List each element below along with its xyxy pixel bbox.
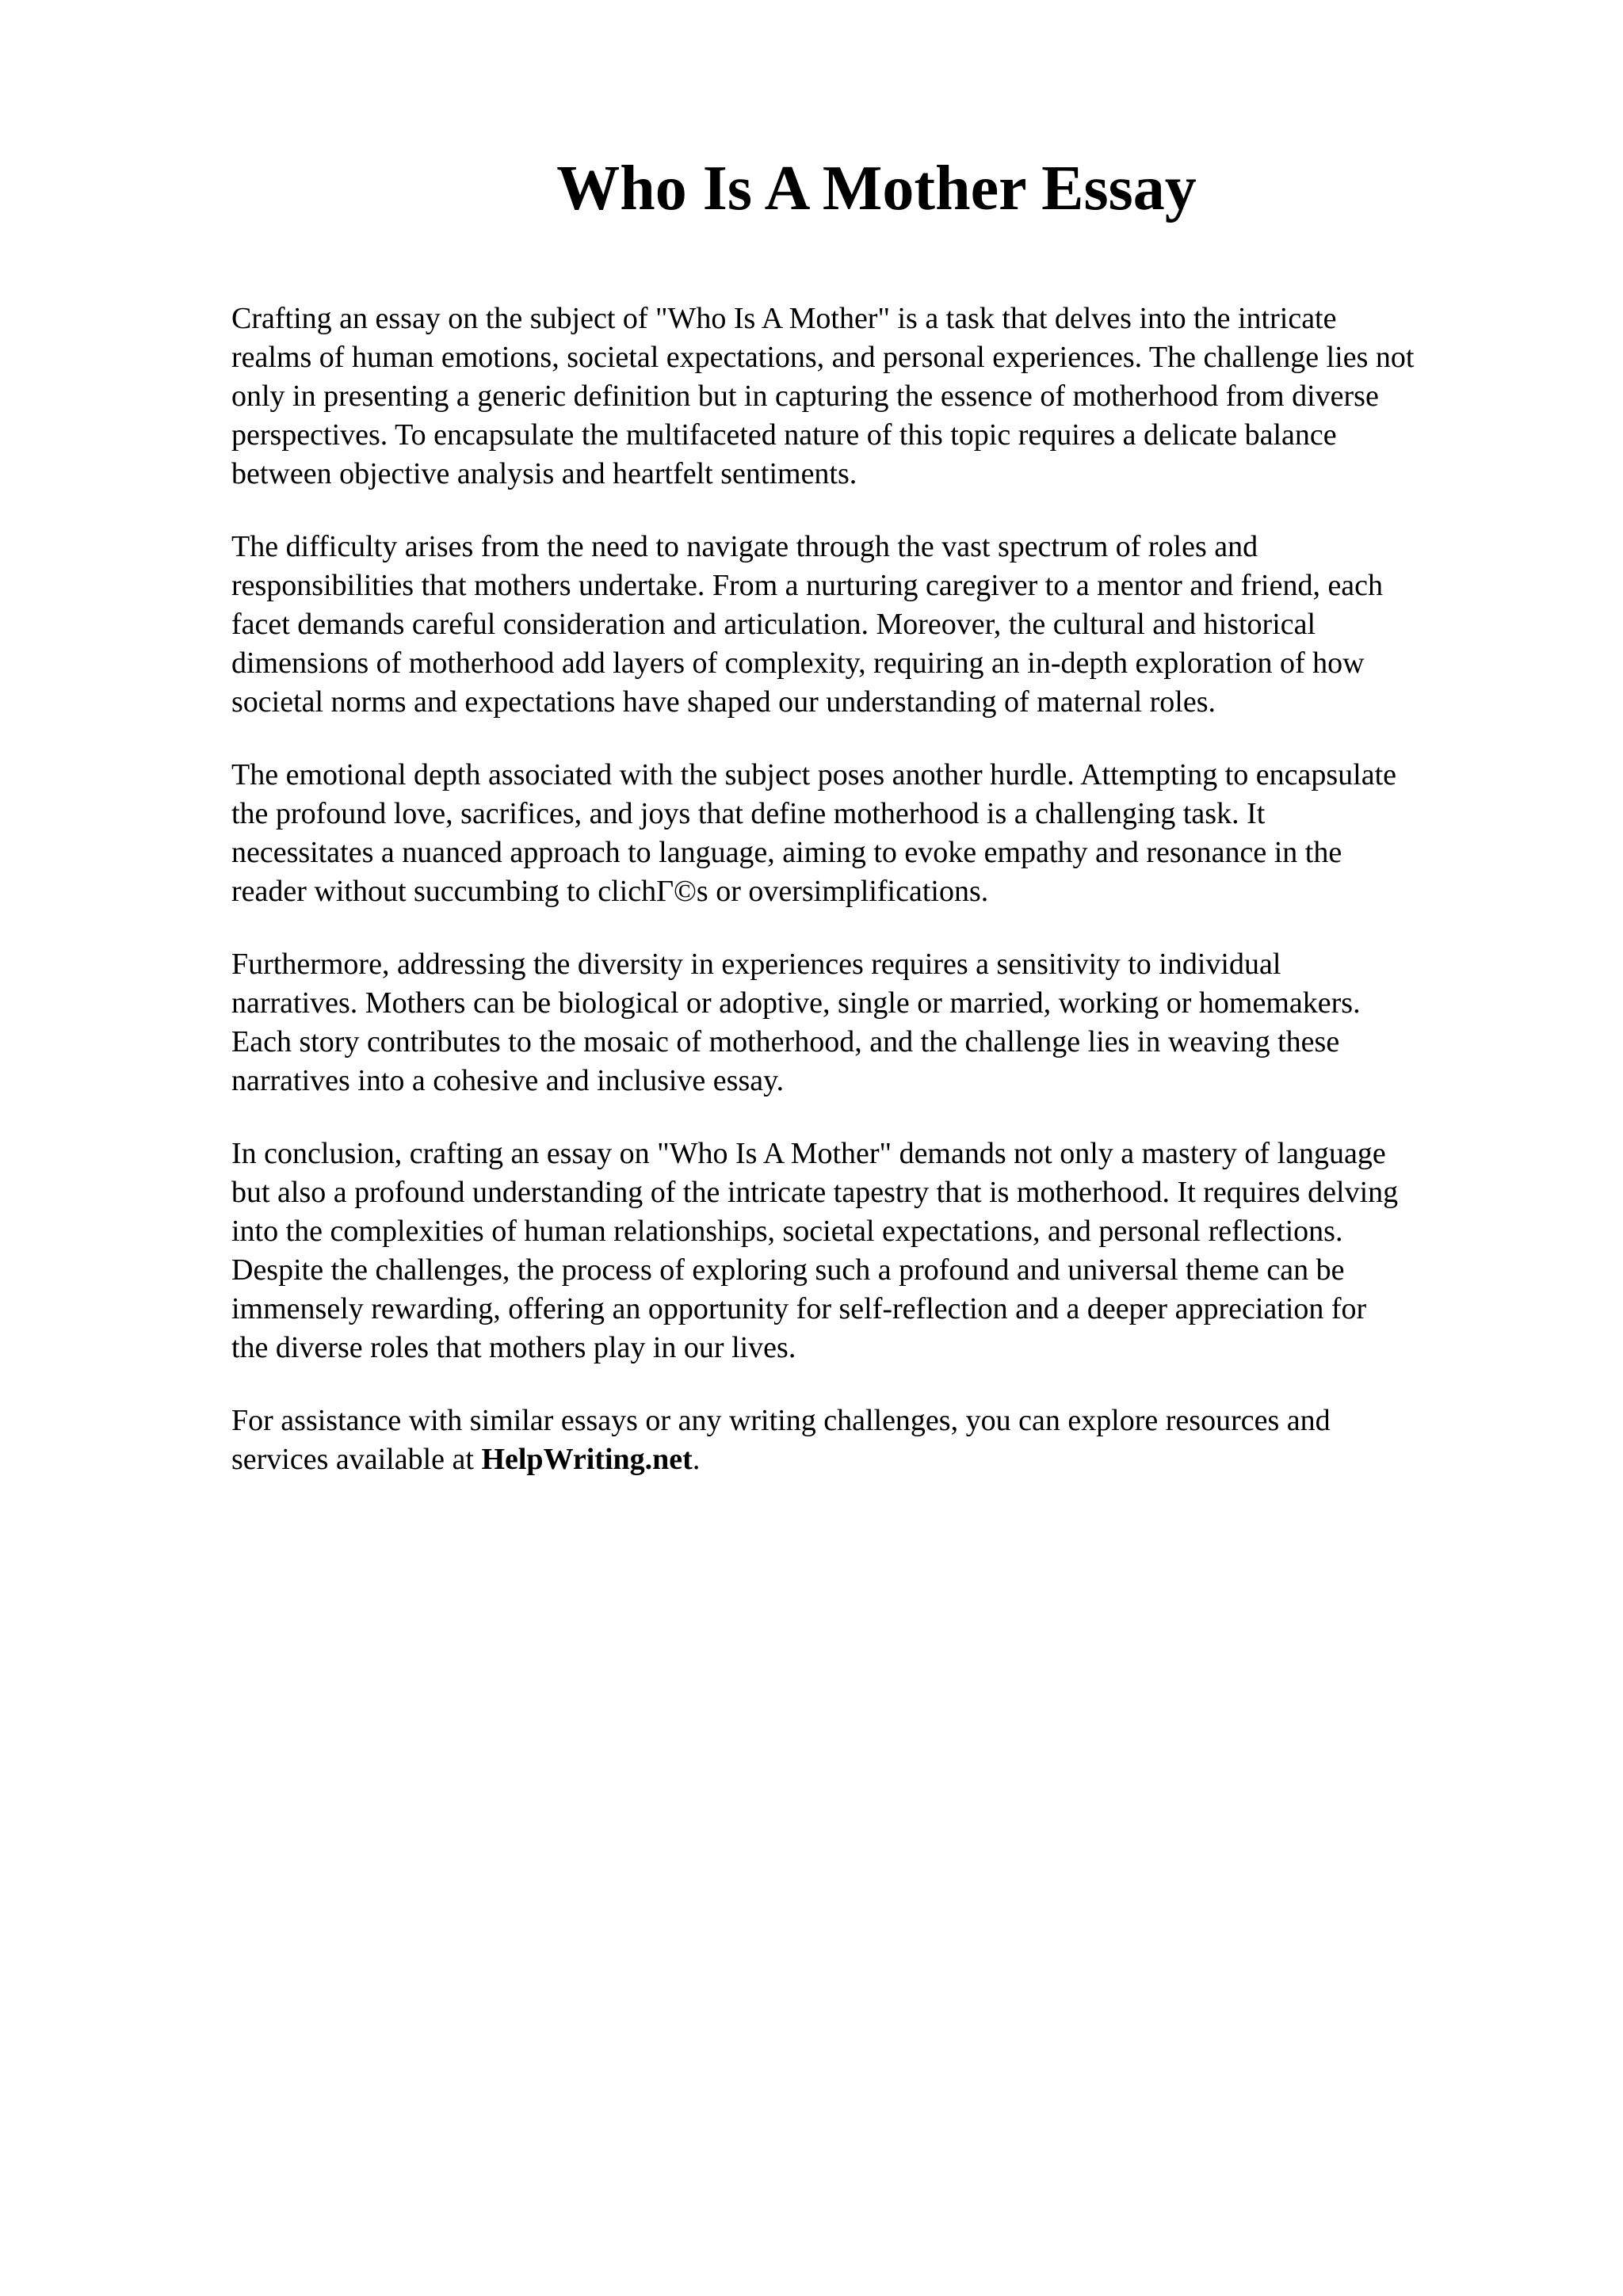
text-line: The emotional depth associated with the subject poses another hurdle. Attempting to encapsulate [231, 758, 1396, 791]
text-line: responsibilities that mothers undertake. From a nurturing caregiver to a mentor and friend, each [231, 569, 1384, 602]
text-line: Furthermore, addressing the diversity in experiences requires a sensitivity to individual [231, 948, 1281, 981]
text-line: narratives. Mothers can be biological or adoptive, single or married, working or homemakers. [231, 986, 1361, 1020]
paragraph-3 [231, 756, 1539, 911]
text-line: perspectives. To encapsulate the multifaceted nature of this topic requires a delicate balance [231, 418, 1337, 452]
text-line: In conclusion, crafting an essay on "Who Is A Mother" demands not only a mastery of language [231, 1137, 1386, 1170]
text-line: into the complexities of human relationships, societal expectations, and personal reflections. [231, 1215, 1343, 1248]
helpwriting-link[interactable]: HelpWriting.net [481, 1443, 693, 1476]
paragraph-5 [231, 1135, 1539, 1367]
text-line: but also a profound understanding of the intricate tapestry that is motherhood. It requires delving [231, 1176, 1399, 1209]
text-line: dimensions of motherhood add layers of complexity, requiring an in-depth exploration of how [231, 646, 1365, 680]
text-line: realms of human emotions, societal expectations, and personal experiences. The challenge lies not [231, 341, 1415, 374]
text-line: facet demands careful consideration and articulation. Moreover, the cultural and historical [231, 608, 1316, 641]
text-line: The difficulty arises from the need to navigate through the vast spectrum of roles and [231, 530, 1258, 563]
closing-prefix-text: services available at [231, 1443, 482, 1476]
text-line: Despite the challenges, the process of exploring such a profound and universal theme can be [231, 1253, 1345, 1287]
text-line: societal norms and expectations have shaped our understanding of maternal roles. [231, 685, 1216, 719]
text-line: reader without succumbing to clichΓ©s or oversimplifications. [231, 875, 989, 908]
paragraph-4 [231, 945, 1539, 1100]
text-line: For assistance with similar essays or any writing challenges, you can explore resources and [231, 1404, 1331, 1437]
text-line: only in presenting a generic definition but in capturing the essence of motherhood from diverse [231, 379, 1379, 413]
text-line: narratives into a cohesive and inclusive essay. [231, 1064, 785, 1097]
closing-paragraph [231, 1402, 1539, 1479]
text-line: between objective analysis and heartfelt sentiments. [231, 457, 857, 490]
essay-body [231, 299, 1539, 1513]
text-line: necessitates a nuanced approach to language, aiming to evoke empathy and resonance in the [231, 836, 1342, 869]
text-line: the diverse roles that mothers play in our lives. [231, 1331, 796, 1364]
text-line: Each story contributes to the mosaic of motherhood, and the challenge lies in weaving these [231, 1025, 1340, 1058]
closing-line-with-link [231, 1440, 1539, 1479]
text-line: immensely rewarding, offering an opportunity for self-reflection and a deeper appreciation for [231, 1292, 1367, 1325]
page-title: Who Is A Mother Essay [556, 154, 1197, 223]
text-line: Crafting an essay on the subject of "Who Is A Mother" is a task that delves into the intricate [231, 302, 1337, 335]
closing-suffix-text: . [692, 1443, 701, 1476]
paragraph-1 [231, 299, 1539, 494]
text-line: the profound love, sacrifices, and joys that define motherhood is a challenging task. It [231, 797, 1266, 830]
paragraph-2 [231, 528, 1539, 722]
